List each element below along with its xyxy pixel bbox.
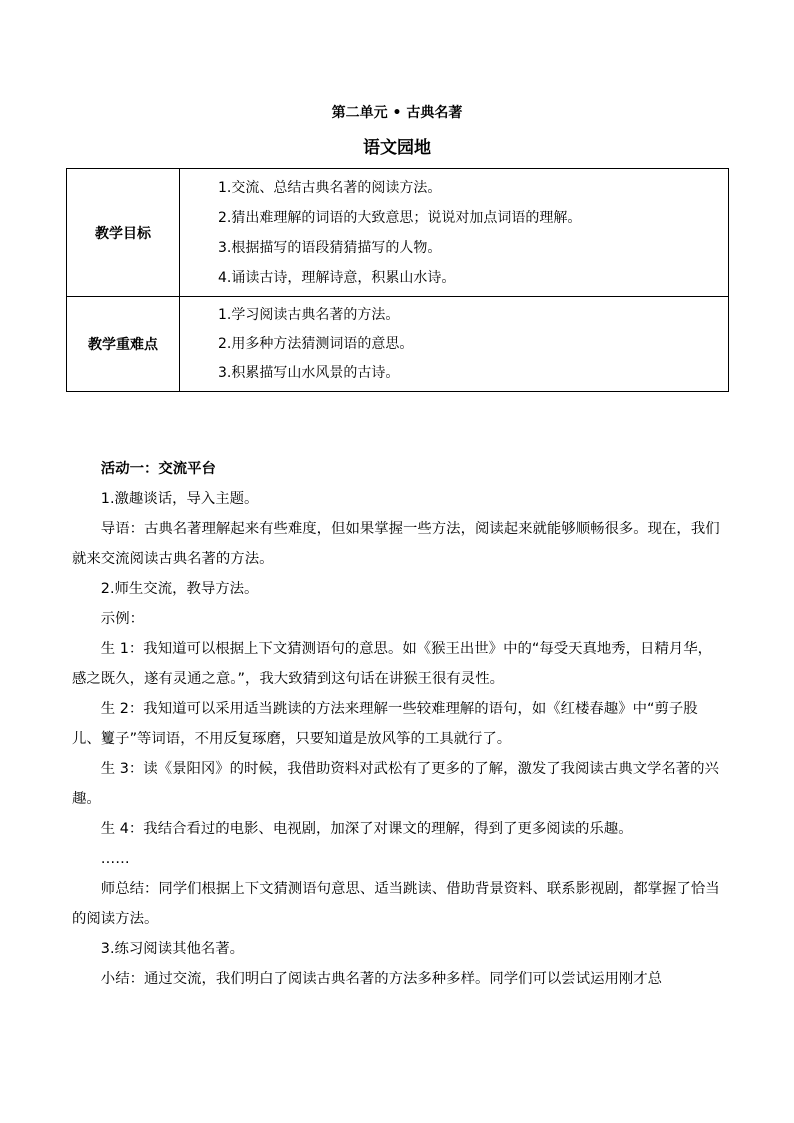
teaching-plan-table	[66, 168, 729, 392]
lesson-title: 语文园地	[363, 138, 431, 158]
goal-item: 2.猜出难理解的词语的大致意思；说说对加点词语的理解。	[218, 209, 582, 226]
paragraph: 导语：古典名著理解起来有些难度，但如果掌握一些方法，阅读起来就能够顺畅很多。现在，我们就来交流阅读古典名著的方法。	[72, 521, 720, 567]
paragraph: 示例：	[100, 611, 144, 627]
paragraph: ……	[100, 851, 130, 867]
key-point-item: 1.学习阅读古典名著的方法。	[218, 306, 400, 323]
paragraph: 生 2：我知道可以采用适当跳读的方法来理解一些较难理解的语句，如《红楼春趣》中“剪子股儿、籰子”等词语，不用反复琢磨，只要知道是放风筝的工具就行了。	[72, 701, 698, 747]
goal-item: 1.交流、总结古典名著的阅读方法。	[218, 179, 442, 196]
key-point-item: 2.用多种方法猜测词语的意思。	[218, 335, 414, 352]
goals-label: 教学目标	[67, 169, 180, 297]
lesson-body	[72, 454, 724, 994]
paragraph: 师总结：同学们根据上下文猜测语句意思、适当跳读、借助背景资料、联系影视剧，都掌握了恰当的阅读方法。	[72, 881, 720, 927]
paragraph: 生 3：读《景阳冈》的时候，我借助资料对武松有了更多的了解，激发了我阅读古典文学名著的兴趣。	[72, 761, 719, 807]
table-row-goals	[67, 169, 729, 297]
goal-item: 4.诵读古诗，理解诗意，积累山水诗。	[218, 269, 456, 286]
activity-heading: 活动一：交流平台	[100, 461, 216, 477]
paragraph: 2.师生交流，教导方法。	[100, 581, 259, 597]
paragraph: 生 4：我结合看过的电影、电视剧，加深了对课文的理解，得到了更多阅读的乐趣。	[100, 821, 633, 837]
paragraph: 小结：通过交流，我们明白了阅读古典名著的方法多种多样。同学们可以尝试运用刚才总	[100, 971, 663, 987]
paragraph: 3.练习阅读其他名著。	[100, 941, 245, 957]
paragraph: 1.激趣谈话，导入主题。	[100, 491, 259, 507]
key-point-item: 3.积累描写山水风景的古诗。	[218, 364, 400, 381]
goal-item: 3.根据描写的语段猜猜描写的人物。	[218, 239, 442, 256]
key-points-items	[180, 297, 729, 392]
table-row-key-points	[67, 297, 729, 392]
paragraph: 生 1：我知道可以根据上下文猜测语句的意思。如《猴王出世》中的“每受天真地秀，日精月华，感之既久，遂有灵通之意。”，我大致猜到这句话在讲猴王很有灵性。	[72, 641, 713, 687]
unit-title: 第二单元 • 古典名著	[331, 105, 463, 121]
key-points-label: 教学重难点	[67, 297, 180, 392]
goals-items	[180, 169, 729, 297]
